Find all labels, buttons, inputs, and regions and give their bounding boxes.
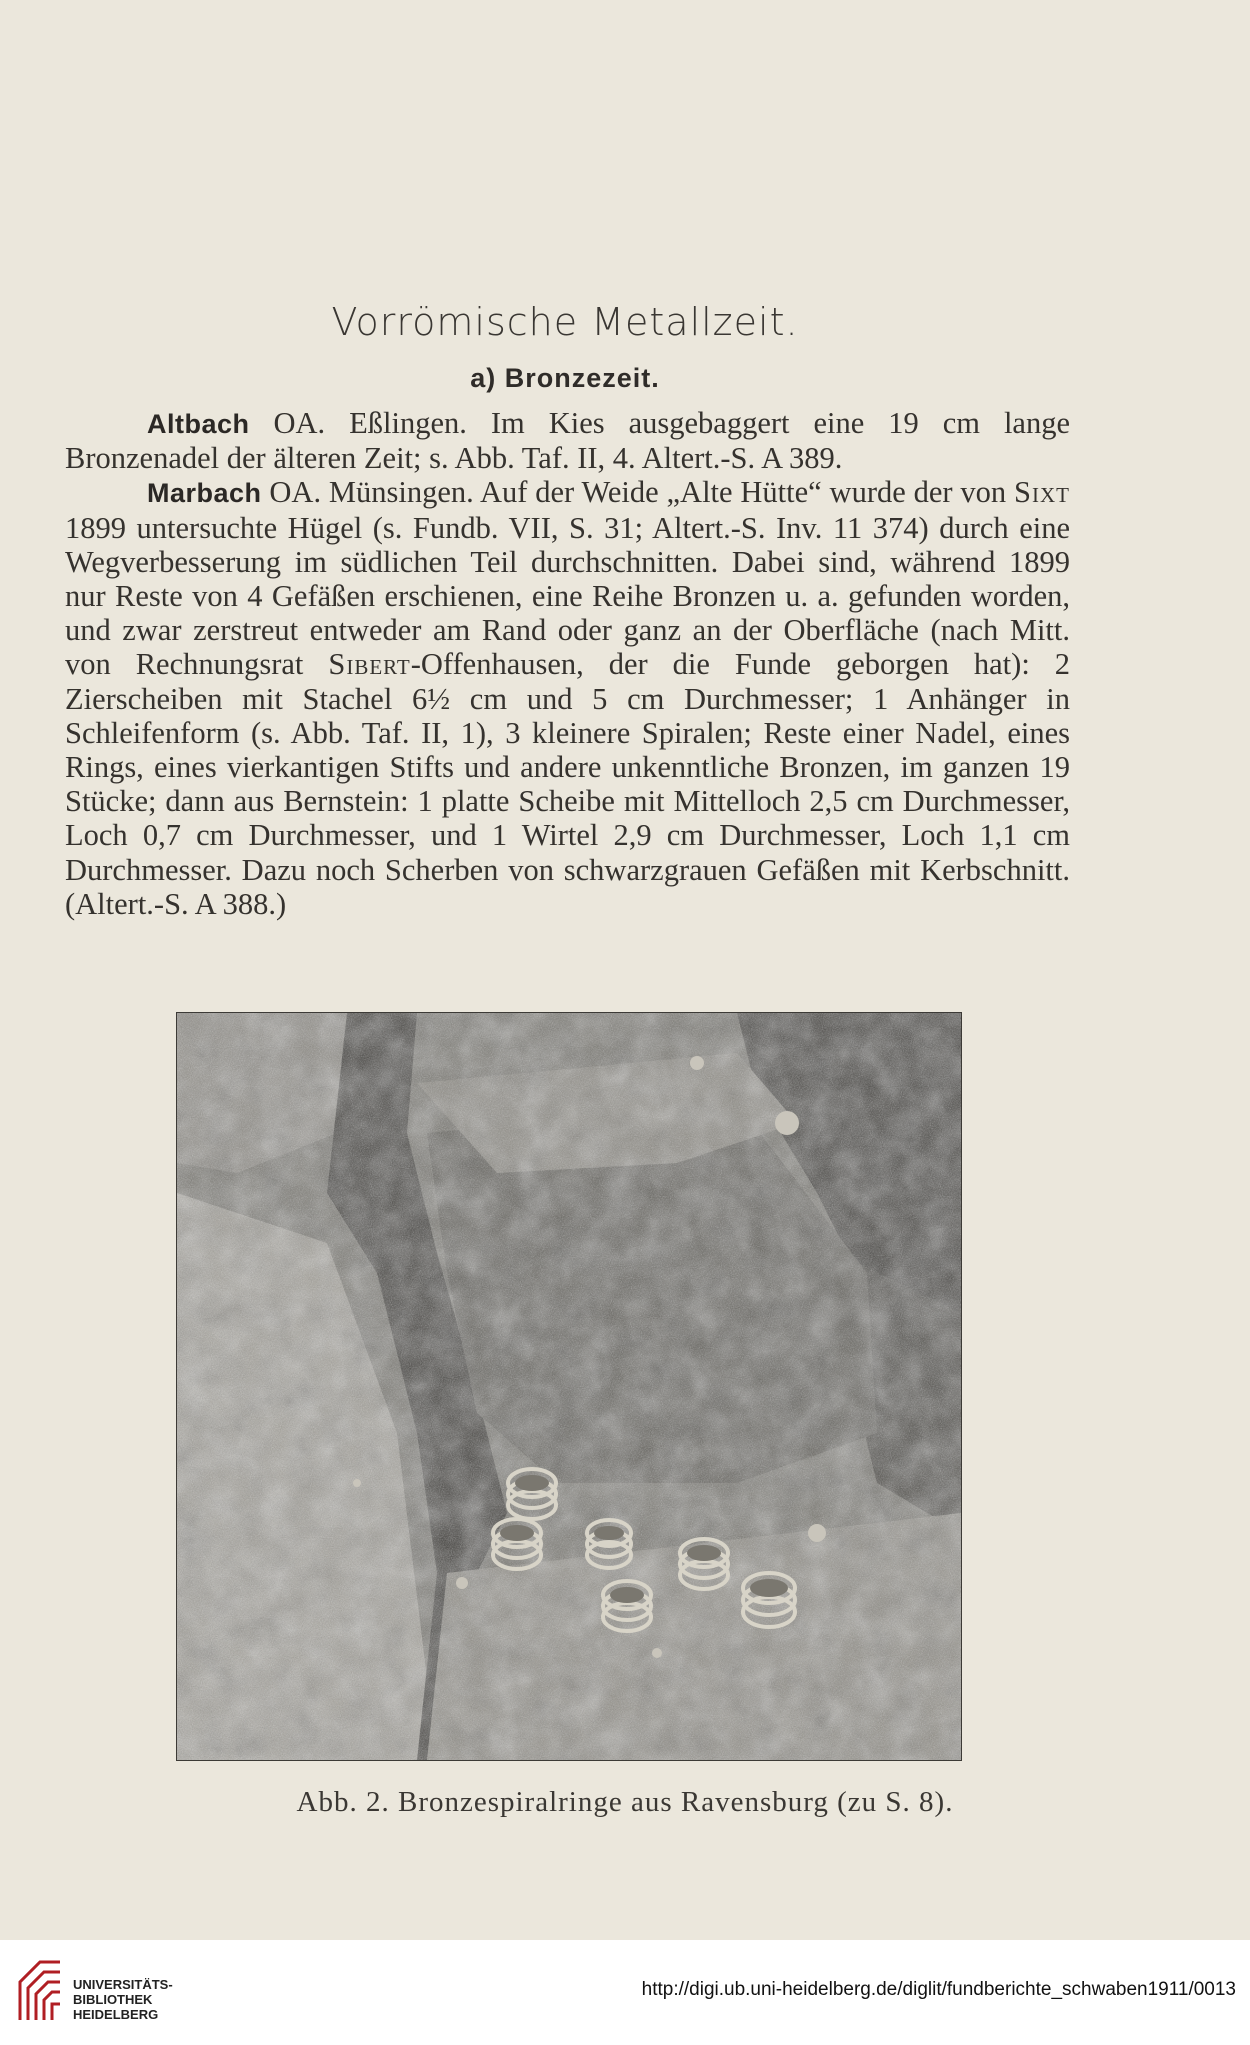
body-text (65, 406, 1070, 921)
place-name-altbach: Altbach (147, 409, 250, 439)
person-name-sibert: Sibert (328, 647, 411, 682)
source-url-link[interactable]: http://digi.ub.uni-heidelberg.de/diglit/fundberichte_schwaben1911/0013 (641, 1979, 1236, 2000)
library-logo-icon (14, 1960, 74, 2030)
paragraph-altbach (65, 406, 1070, 475)
library-name-line: HEIDELBERG (73, 2007, 159, 2022)
footer-bar (0, 1940, 1250, 2045)
subsection-heading: a) Bronzezeit. (470, 363, 660, 393)
paragraph-text: OA. Eßlingen. Im Kies ausgebaggert eine 19 cm lange Bronzenadel der älteren Zeit; s. Abb. Taf. II, 4. Altert.-S. A 389. (65, 406, 1070, 476)
paragraph-marbach (65, 475, 1070, 921)
paragraph-text: -Offenhausen, der die Funde geborgen hat): 2 Zierscheiben mit Stachel 6½ cm und 5 cm Durchmesser; 1 Anhänger in Schleifenform (s. Abb. Taf. II, 1), 3 kleinere Spiralen; Reste einer Nadel, eines Rings, eines vierkantigen Stifts und andere unkenntliche Bronzen, im ganzen 19 Stücke; dann aus Bernstein: 1 platte Scheibe mit Mittelloch 2,5 cm Durchmesser, Loch 0,7 cm Durchmesser, und 1 Wirtel 2,9 cm Durchmesser, Loch 1,1 cm Durchmesser. Dazu noch Scherben von schwarzgrauen Gefäßen mit Kerbschnitt. (Altert.-S. A 388.) (65, 647, 1070, 921)
library-name (73, 1977, 173, 2022)
excavation-photo (176, 1012, 962, 1761)
paragraph-text: OA. Münsingen. Auf der Weide „Alte Hütte“ wurde der von (261, 475, 1015, 510)
section-heading: Vorrömische Metallzeit. (331, 300, 799, 344)
library-name-line: BIBLIOTHEK (73, 1992, 153, 2007)
figure-caption: Abb. 2. Bronzespiralringe aus Ravensburg (zu S. 8). (296, 1786, 954, 1818)
place-name-marbach: Marbach (147, 478, 262, 509)
library-name-line: UNIVERSITÄTS- (73, 1977, 173, 1992)
paragraph-text: 1899 untersuchte Hügel (s. Fundb. VII, S. 31; Altert.-S. Inv. 11 374) durch eine Wegverbesserung im südlichen Teil durchschnitten. Dabei sind, während 1899 nur Reste von 4 Gefäßen erschienen, eine Reihe Bronzen u. a. gefunden worden, und zwar zerstreut entweder am Rand oder ganz an der Oberfläche (nach Mitt. von Rechnungsrat (65, 510, 1070, 682)
person-name-sixt: Sixt (1014, 475, 1070, 510)
